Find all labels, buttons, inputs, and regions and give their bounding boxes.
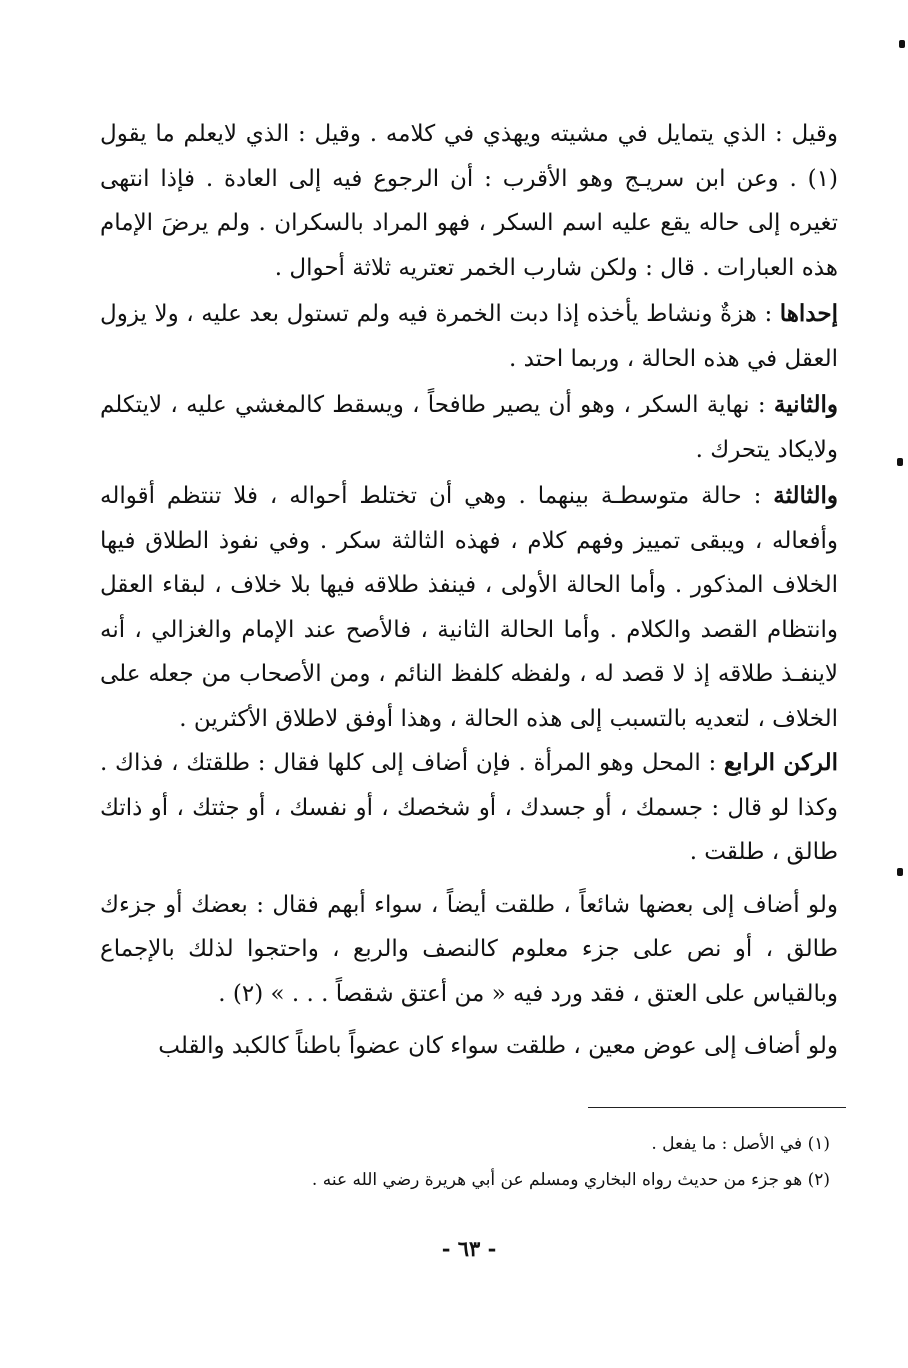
margin-mark — [897, 458, 903, 466]
paragraph-text: : نهاية السكر ، وهو أن يصير طافحاً ، ويسقط كالمغشي عليه ، لايتكلم ولايكاد يتحرك . — [100, 392, 838, 463]
paragraph-third-state — [100, 474, 838, 741]
paragraph-lead: إحداها — [779, 300, 838, 327]
paragraph-text: : هزةٌ ونشاط يأخذه إذا دبت الخمرة فيه ولم تستول بعد عليه ، ولا يزول العقل في هذه الحالة ، وربما احتد . — [100, 301, 838, 372]
paragraph-text: ولو أضاف إلى بعضها شائعاً ، طلقت أيضاً ، سواء أبهم فقال : بعضك أو جزءك طالق ، أو نص على جزء معلوم كالنصف والربع ، واحتجوا لذلك بالإجماع وبالقياس على العتق ، فقد ورد فيه « من أعتق شقصاً . . . » (٢) . — [100, 891, 838, 1007]
paragraph-text: ولو أضاف إلى عوض معين ، طلقت سواء كان عضواً باطناً كالكبد والقلب — [158, 1033, 838, 1059]
paragraph-text: وقيل : الذي يتمايل في مشيته ويهذي في كلامه . وقيل : الذي لايعلم ما يقول (١) . وعن ابن سريـج وهو الأقرب : أن الرجوع فيه إلى العادة . فإذا انتهى تغيره إلى حاله يقع عليه اسم السكر ، فهو المراد بالسكران . ولم يرضَ الإمام هذه العبارات . قال : ولكن شارب الخمر تعتريه ثلاثة أحوال . — [100, 121, 838, 281]
page-number: - ٦٣ - — [441, 1236, 497, 1261]
footnotes — [180, 1126, 830, 1198]
footnote-separator — [588, 1107, 846, 1108]
paragraph-first-state — [100, 292, 838, 381]
paragraph-part-attribution — [100, 883, 838, 1017]
paragraph-text: : حالة متوسطـة بينهما . وهي أن تختلط أحواله ، فلا تنتظم أقواله وأفعاله ، ويبقى تمييز وفهم كلام ، فهذه الثالثة سكر . وفي نفوذ الطلاق فيها الخلاف المذكور . وأما الحالة الأولى ، فينفذ طلاقه فيها بلا خلاف ، لبقاء العقل وانتظام القصد والكلام . وأما الحالة الثانية ، فالأصح عند الإمام والغزالي ، أنه لاينفـذ طلاقه إذ لا قصد له ، ولفظه كلفظ النائم ، ومن الأصحاب من جعله على الخلاف ، لتعديه بالتسبب إلى هذه الحالة ، وهذا أوفق لاطلاق الأكثرين . — [100, 483, 838, 732]
footnote-2: (٢) هو جزء من حديث رواه البخاري ومسلم عن أبي هريرة رضي الله عنه . — [311, 1170, 830, 1190]
body-text — [100, 112, 838, 1069]
margin-mark — [897, 868, 903, 876]
paragraph-lead: والثانية — [773, 391, 838, 418]
paragraph-organ-attribution — [100, 1024, 838, 1069]
paragraph-lead: والثالثة — [773, 482, 838, 509]
paragraph-second-state — [100, 383, 838, 472]
paragraph-definition — [100, 112, 838, 290]
footnote-1: (١) في الأصل : ما يفعل . — [651, 1134, 830, 1154]
paragraph-lead: الركن الرابع — [723, 749, 838, 776]
paragraph-text: : المحل وهو المرأة . فإن أضاف إلى كلها فقال : طلقتك ، فذاك . وكذا لو قال : جسمك ، أو جسدك ، أو شخصك ، أو نفسك ، أو جثتك ، أو ذاتك طالق ، طلقت . — [100, 750, 838, 865]
paragraph-fourth-pillar — [100, 741, 838, 875]
margin-mark — [899, 40, 905, 48]
